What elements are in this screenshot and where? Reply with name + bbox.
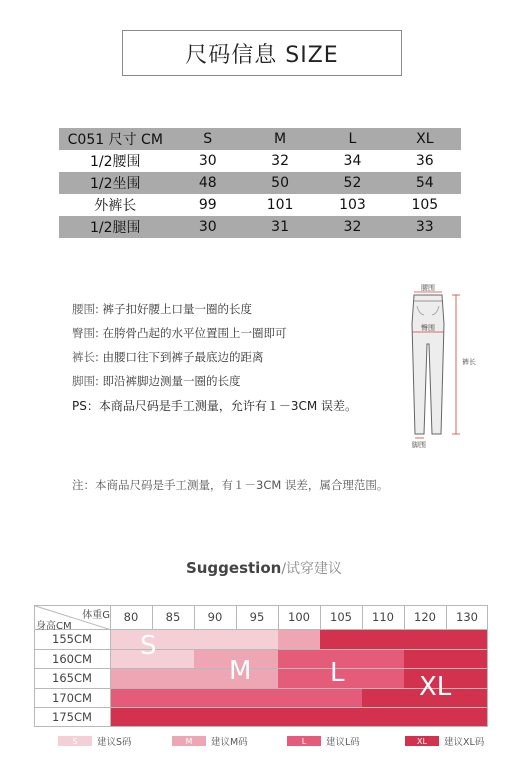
table-cell: 33	[389, 216, 461, 238]
height-row-label: 160CM	[52, 651, 92, 666]
desc-label: 腰围:	[72, 302, 99, 316]
suggestion-cell	[446, 688, 488, 708]
grid-line	[34, 726, 488, 727]
suggestion-size-label: XL	[419, 671, 452, 702]
weight-header: 120	[414, 610, 436, 624]
row-label: 1/2腰围	[90, 154, 141, 170]
table-header-row	[59, 128, 461, 150]
weight-header: 95	[249, 610, 265, 624]
table-header-cell: XL	[389, 128, 461, 150]
suggestion-cell	[152, 668, 194, 688]
height-row-label: 170CM	[52, 690, 92, 705]
suggestion-cell	[278, 629, 320, 649]
suggestion-cell	[152, 688, 194, 708]
suggestion-cell	[152, 649, 194, 669]
table-row	[59, 150, 461, 172]
trousers-diagram	[400, 284, 492, 450]
row-label: 1/2坐围	[59, 172, 172, 194]
measurement-note: 注：本商品尺码是手工测量，有１－3CM 误差，属合理范围。	[72, 478, 389, 492]
suggestion-cell	[446, 629, 488, 649]
suggestion-cell	[446, 668, 488, 688]
trousers-icon	[412, 295, 444, 434]
suggestion-size-label: M	[229, 656, 252, 687]
legend-item-s	[58, 735, 132, 747]
suggestion-cell	[152, 629, 194, 649]
size-table	[59, 128, 461, 238]
desc-text: 由腰口往下到裤子最底边的距离	[98, 350, 264, 364]
table-cell: 30	[198, 153, 217, 169]
table-cell: 48	[172, 172, 244, 194]
suggestion-cell	[362, 668, 404, 688]
height-row-label: 175CM	[52, 710, 92, 724]
table-cell: 32	[316, 216, 388, 238]
legend-swatch: L	[287, 736, 321, 746]
legend-swatch: XL	[405, 736, 439, 746]
legend-label: 建议XL码	[444, 737, 485, 748]
legend-swatch: M	[172, 736, 206, 746]
suggestion-cell	[404, 707, 446, 727]
grid-line	[34, 605, 35, 727]
height-row-label: 155CM	[52, 632, 92, 646]
suggestion-cell	[362, 688, 404, 708]
weight-header: 100	[288, 610, 310, 624]
weight-header: 90	[207, 610, 223, 624]
suggestion-cell	[194, 707, 236, 727]
desc-length	[72, 349, 264, 365]
grid-line	[34, 649, 488, 650]
weight-header: 130	[456, 610, 478, 624]
suggestion-cell	[446, 707, 488, 727]
suggestion-cell	[110, 707, 152, 727]
waist-label: 腰围	[421, 284, 435, 292]
suggestion-cell	[446, 649, 488, 669]
legend-swatch: S	[58, 736, 92, 746]
desc-hem	[72, 373, 241, 389]
weight-header: 105	[330, 610, 352, 624]
table-cell: 50	[244, 172, 316, 194]
grid-line	[34, 629, 488, 630]
suggestion-cell	[404, 649, 446, 669]
ps-note: PS：本商品尺码是手工测量，允许有１－3CM 误差。	[72, 399, 358, 413]
table-row	[59, 194, 461, 216]
desc-label: 裤长:	[72, 350, 99, 364]
desc-label: 臀围:	[72, 326, 99, 340]
table-header-cell: S	[172, 128, 244, 150]
weight-header: 85	[165, 610, 181, 624]
row-label: 外裤长	[94, 198, 137, 214]
grid-line	[34, 707, 488, 708]
suggestion-cell	[320, 688, 362, 708]
desc-text: 即沿裤脚边测量一圈的长度	[98, 374, 241, 388]
suggestion-cell	[110, 668, 152, 688]
legend-item-xl	[405, 735, 484, 747]
row-label: 1/2腿围	[59, 216, 172, 238]
suggestion-cell	[362, 649, 404, 669]
table-cell: 101	[266, 197, 294, 213]
suggestion-cell	[236, 629, 278, 649]
suggestion-cell	[404, 629, 446, 649]
suggestion-cell	[278, 649, 320, 669]
suggestion-cell	[152, 707, 194, 727]
suggestion-cell	[236, 707, 278, 727]
height-row-label: 165CM	[52, 671, 92, 685]
length-label: 裤长	[462, 358, 476, 366]
suggestion-heading	[0, 558, 528, 578]
table-cell: 103	[339, 197, 366, 213]
table-header-cell: C051 尺寸 CM	[59, 128, 172, 150]
legend-label: 建议L码	[326, 737, 360, 748]
suggestion-cell	[236, 688, 278, 708]
suggestion-cell	[110, 688, 152, 708]
suggestion-size-label: L	[330, 658, 345, 689]
suggestion-cell	[278, 707, 320, 727]
suggestion-cell	[362, 629, 404, 649]
hip-label: 臀围	[421, 324, 435, 332]
table-cell: 54	[389, 172, 461, 194]
desc-hip	[72, 325, 287, 341]
grid-line	[34, 668, 488, 669]
table-cell: 30	[172, 216, 244, 238]
suggestion-cell	[278, 688, 320, 708]
weight-header: 110	[372, 610, 394, 624]
table-row	[59, 172, 461, 194]
suggestion-cell	[278, 668, 320, 688]
table-cell: 31	[244, 216, 316, 238]
legend-item-l	[287, 735, 360, 747]
table-header-cell: M	[244, 128, 316, 150]
weight-header: 80	[123, 610, 139, 624]
corner-height-label: 身高CM	[36, 621, 72, 632]
table-cell: 105	[411, 197, 439, 213]
suggestion-title-cn: /试穿建议	[281, 561, 343, 577]
corner-weight-label: 体重G	[82, 610, 110, 621]
suggestion-title-en: Suggestion	[185, 559, 282, 577]
size-title: 尺码信息 SIZE	[122, 30, 402, 76]
suggestion-cell	[194, 629, 236, 649]
table-row	[59, 216, 461, 238]
suggestion-cell	[194, 688, 236, 708]
table-cell: 34	[343, 153, 362, 169]
hem-label: 脚围	[412, 441, 426, 449]
desc-label: 脚围:	[72, 374, 99, 388]
desc-text: 裤子扣好腰上口量一圈的长度	[98, 302, 253, 316]
table-cell: 36	[415, 153, 434, 169]
suggestion-cell	[362, 707, 404, 727]
desc-waist	[72, 301, 252, 317]
table-cell: 32	[271, 153, 289, 169]
suggestion-cell	[320, 629, 362, 649]
legend-item-m	[172, 735, 248, 747]
size-suggestion-chart	[34, 605, 487, 727]
suggestion-size-label: S	[140, 631, 157, 661]
table-header-cell: L	[316, 128, 388, 150]
suggestion-cell	[320, 707, 362, 727]
table-cell: 52	[316, 172, 388, 194]
legend-label: 建议S码	[97, 737, 132, 748]
table-cell: 99	[198, 197, 217, 213]
legend-label: 建议M码	[211, 737, 248, 748]
desc-text: 在胯骨凸起的水平位置围上一圈即可	[98, 326, 287, 340]
